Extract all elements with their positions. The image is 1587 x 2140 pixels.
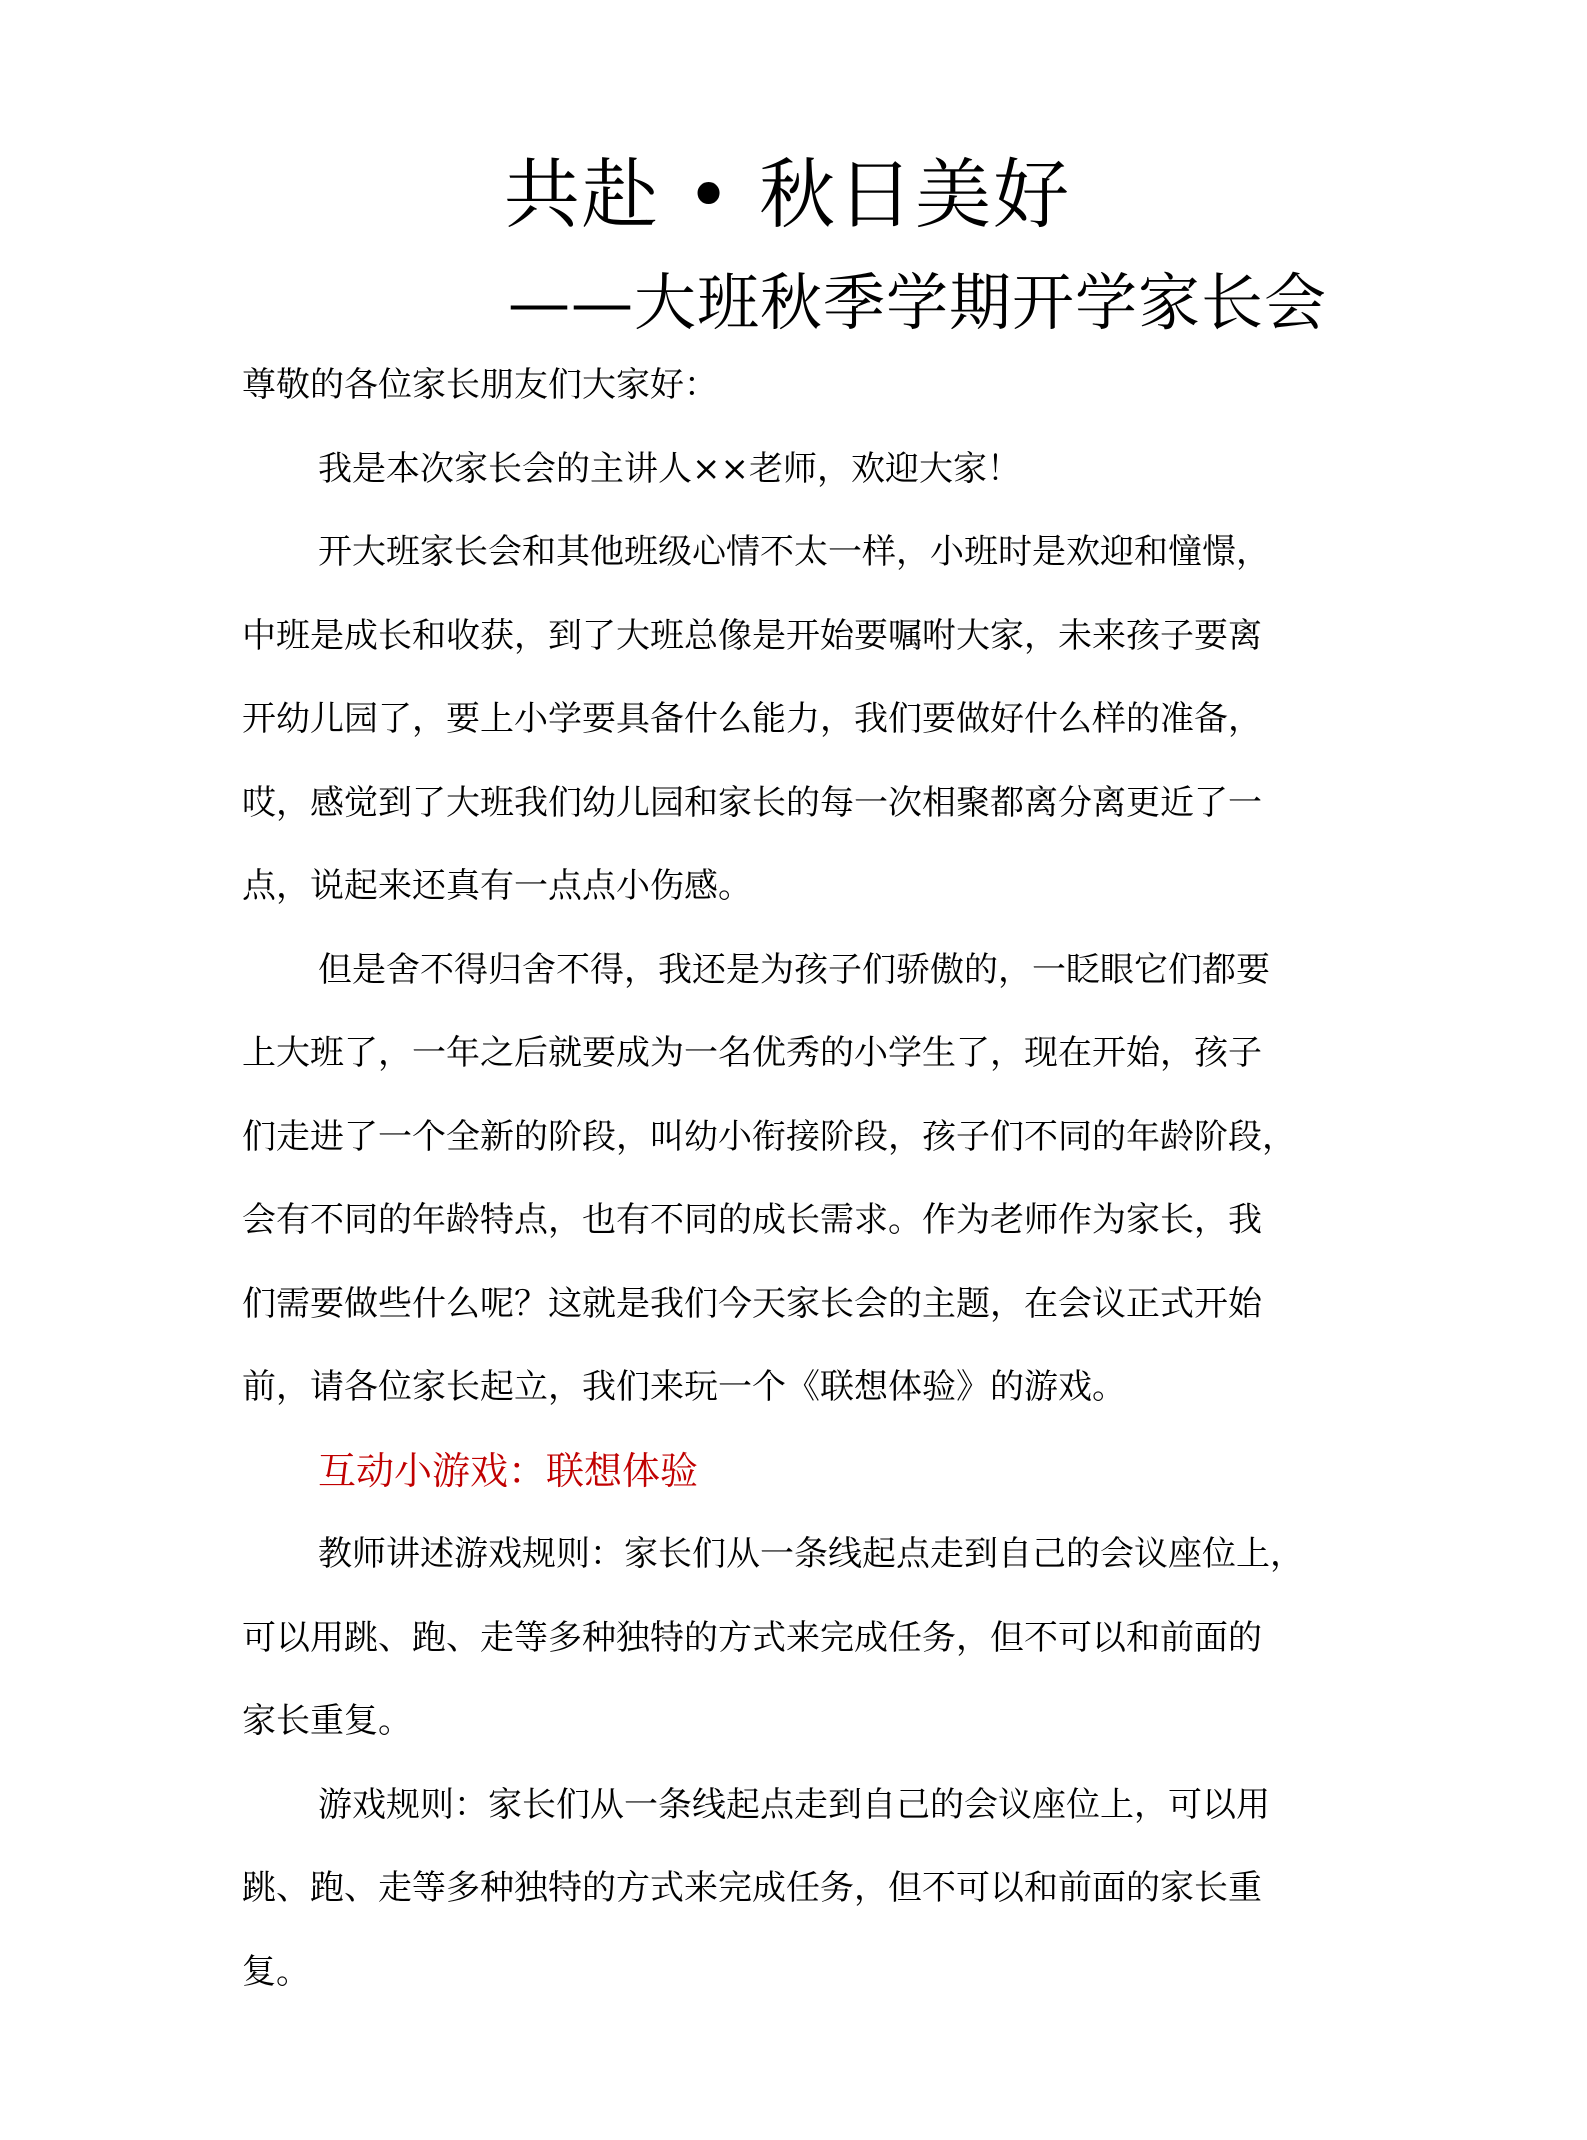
paragraph-line: 们需要做些什么呢？这就是我们今天家长会的主题，在会议正式开始 [242, 1283, 1262, 1324]
paragraph-line: 中班是成长和收获，到了大班总像是开始要嘱咐大家，未来孩子要离 [242, 615, 1262, 656]
paragraph-line: 点，说起来还真有一点点小伤感。 [242, 866, 752, 906]
paragraph-line: 我是本次家长会的主讲人××老师，欢迎大家！ [318, 448, 1021, 489]
paragraph-line: 开大班家长会和其他班级心情不太一样，小班时是欢迎和憧憬， [318, 532, 1270, 572]
paragraph-line: 前，请各位家长起立，我们来玩一个《联想体验》的游戏。 [242, 1367, 1126, 1407]
paragraph-line: 们走进了一个全新的阶段，叫幼小衔接阶段，孩子们不同的年龄阶段， [242, 1116, 1296, 1157]
paragraph-line: 可以用跳、跑、走等多种独特的方式来完成任务，但不可以和前面的 [242, 1617, 1262, 1658]
document-subtitle: ——大班秋季学期开学家长会 [508, 266, 1328, 339]
title-text: 共赴 • 秋日美好 [503, 150, 1072, 239]
paragraph-line: 复。 [242, 1951, 310, 1992]
paragraph-line: 但是舍不得归舍不得，我还是为孩子们骄傲的，一眨眼它们都要 [318, 949, 1270, 990]
paragraph-line: 会有不同的年龄特点，也有不同的成长需求。作为老师作为家长，我 [242, 1200, 1262, 1240]
document-body [242, 360, 1352, 2030]
paragraph-line: 教师讲述游戏规则：家长们从一条线起点走到自己的会议座位上， [318, 1534, 1304, 1574]
paragraph-line: 跳、跑、走等多种独特的方式来完成任务，但不可以和前面的家长重 [242, 1868, 1262, 1908]
paragraph-line: 开幼儿园了，要上小学要具备什么能力，我们要做好什么样的准备， [242, 699, 1262, 739]
paragraph-line: 上大班了，一年之后就要成为一名优秀的小学生了，现在开始，孩子 [242, 1033, 1262, 1073]
document-title [0, 145, 1587, 245]
paragraph-line: 家长重复。 [242, 1701, 412, 1741]
paragraph-line: 哎，感觉到了大班我们幼儿园和家长的每一次相聚都离分离更近了一 [242, 782, 1262, 823]
section-heading-game: 互动小游戏：联想体验 [318, 1448, 699, 1493]
paragraph-line: 游戏规则：家长们从一条线起点走到自己的会议座位上，可以用 [318, 1784, 1270, 1825]
greeting-line: 尊敬的各位家长朋友们大家好： [242, 365, 718, 405]
